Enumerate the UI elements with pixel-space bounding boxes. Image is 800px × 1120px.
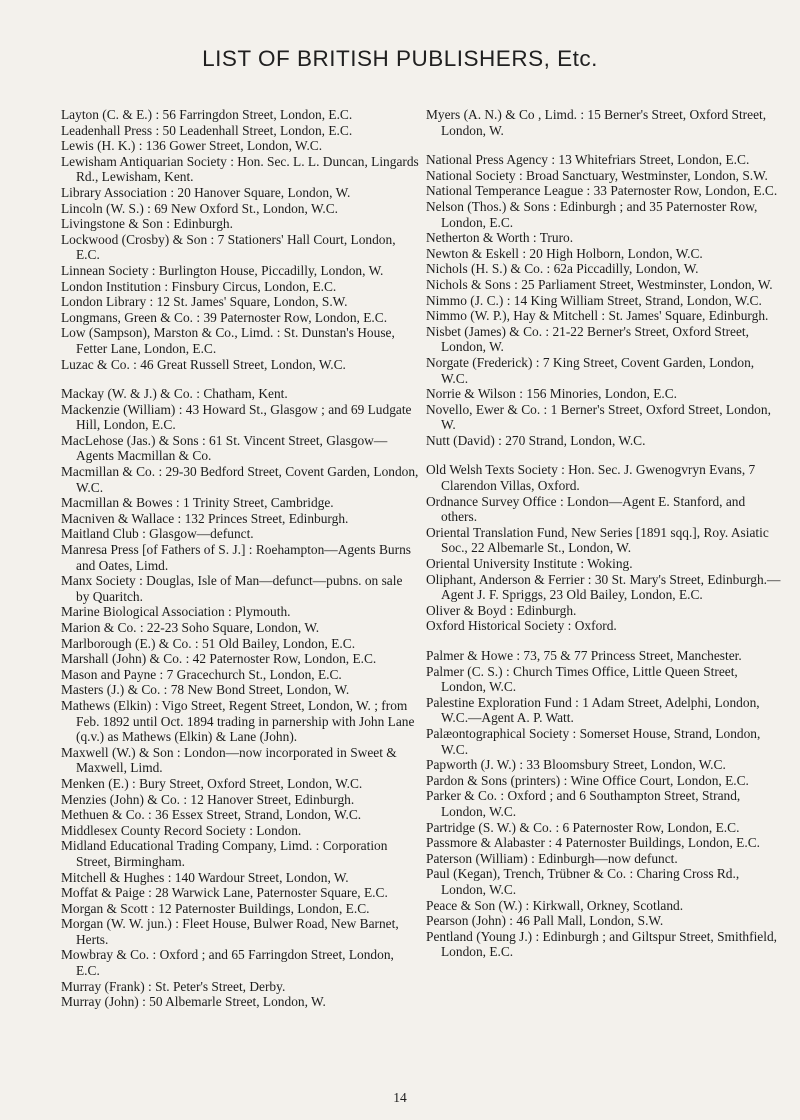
- list-item: Mackenzie (William) : 43 Howard St., Glasgow ; and 69 Ludgate Hill, London, E.C.: [61, 401, 412, 433]
- list-item: Moffat & Paige : 28 Warwick Lane, Paternoster Square, E.C.: [61, 885, 388, 901]
- list-item: Mackay (W. & J.) & Co. : Chatham, Kent.: [61, 386, 288, 402]
- list-item: Marine Biological Association : Plymouth.: [61, 604, 291, 620]
- list-item: Papworth (J. W.) : 33 Bloomsbury Street, London, W.C.: [426, 757, 726, 773]
- list-item: Nisbet (James) & Co. : 21-22 Berner's Street, Oxford Street, London, W.: [426, 323, 749, 355]
- list-item: Netherton & Worth : Truro.: [426, 230, 574, 246]
- list-item: Maxwell (W.) & Son : London—now incorporated in Sweet & Maxwell, Limd.: [61, 744, 397, 776]
- list-item: National Society : Broad Sanctuary, Westminster, London, S.W.: [426, 167, 768, 183]
- list-item: Lewisham Antiquarian Society : Hon. Sec. L. L. Duncan, Lingards Rd., Lewisham, Kent.: [61, 153, 419, 185]
- list-item: Methuen & Co. : 36 Essex Street, Strand, London, W.C.: [61, 807, 362, 823]
- list-item: Oriental Translation Fund, New Series [1891 sqq.], Roy. Asiatic Soc., 22 Albemarle St., London, W.: [426, 524, 769, 556]
- list-item: Mitchell & Hughes : 140 Wardour Street, London, W.: [61, 869, 349, 885]
- list-item: Mathews (Elkin) : Vigo Street, Regent Street, London, W. ; from Feb. 1892 until Oct. 1894 trading in parnership with John Lane (q.v.) as Mathews (Elkin) & Lane (John).: [61, 697, 415, 745]
- list-item: Low (Sampson), Marston & Co., Limd. : St. Dunstan's House, Fetter Lane, London, E.C.: [61, 325, 395, 356]
- list-item: Murray (Frank) : St. Peter's Street, Derby.: [61, 978, 286, 994]
- list-item: Lincoln (W. S.) : 69 New Oxford St., London, W.C.: [61, 200, 338, 216]
- list-item: London Institution : Finsbury Circus, London, E.C.: [61, 278, 337, 294]
- list-item: Livingstone & Son : Edinburgh.: [61, 216, 233, 232]
- list-item: Newton & Eskell : 20 High Holborn, London, W.C.: [426, 245, 703, 261]
- left-column: [61, 107, 419, 1010]
- list-item: Myers (A. N.) & Co , Limd. : 15 Berner's Street, Oxford Street, London, W.: [426, 107, 767, 138]
- list-item: Macmillan & Co. : 29-30 Bedford Street, Covent Garden, London, W.C.: [61, 464, 419, 495]
- list-item: Old Welsh Texts Society : Hon. Sec. J. Gwenogvryn Evans, 7 Clarendon Villas, Oxford.: [426, 462, 756, 494]
- list-item: Lockwood (Crosby) & Son : 7 Stationers' Hall Court, London, E.C.: [61, 231, 396, 263]
- list-item: Palestine Exploration Fund : 1 Adam Street, Adelphi, London, W.C.—Agent A. P. Watt.: [426, 694, 760, 726]
- list-item: Nimmo (W. P.), Hay & Mitchell : St. James' Square, Edinburgh.: [426, 308, 769, 324]
- page-title: LIST OF BRITISH PUBLISHERS, Etc.: [202, 46, 598, 71]
- list-item: National Press Agency : 13 Whitefriars Street, London, E.C.: [426, 152, 750, 168]
- list-item: Mowbray & Co. : Oxford ; and 65 Farringdon Street, London, E.C.: [61, 947, 394, 979]
- list-item: Menken (E.) : Bury Street, Oxford Street, London, W.C.: [61, 775, 363, 791]
- list-item: Nutt (David) : 270 Strand, London, W.C.: [426, 432, 646, 448]
- list-item: Novello, Ewer & Co. : 1 Berner's Street, Oxford Street, London, W.: [426, 401, 771, 433]
- right-column: [426, 107, 784, 960]
- list-item: Palmer (C. S.) : Church Times Office, Little Queen Street, London, W.C.: [426, 663, 738, 695]
- list-item: Norrie & Wilson : 156 Minories, London, E.C.: [426, 386, 678, 402]
- list-item: MacLehose (Jas.) & Sons : 61 St. Vincent Street, Glasgow—Agents Macmillan & Co.: [61, 432, 388, 464]
- list-item: Pentland (Young J.) : Edinburgh ; and Giltspur Street, Smithfield, London, E.C.: [426, 928, 777, 960]
- list-item: Macniven & Wallace : 132 Princes Street, Edinburgh.: [61, 510, 349, 526]
- list-item: Nimmo (J. C.) : 14 King William Street, Strand, London, W.C.: [426, 292, 762, 308]
- list-item: Oxford Historical Society : Oxford.: [426, 618, 617, 634]
- list-item: Menzies (John) & Co. : 12 Hanover Street, Edinburgh.: [61, 791, 355, 807]
- list-item: London Library : 12 St. James' Square, London, S.W.: [61, 294, 348, 310]
- list-item: Parker & Co. : Oxford ; and 6 Southampton Street, Strand, London, W.C.: [426, 788, 741, 819]
- list-item: Marshall (John) & Co. : 42 Paternoster Row, London, E.C.: [61, 651, 377, 667]
- list-item: Pearson (John) : 46 Pall Mall, London, S.W.: [426, 913, 664, 929]
- list-item: Marion & Co. : 22-23 Soho Square, London, W.: [61, 620, 320, 635]
- list-item: Morgan & Scott : 12 Paternoster Buildings, London, E.C.: [61, 900, 370, 916]
- list-item: Norgate (Frederick) : 7 King Street, Covent Garden, London, W.C.: [426, 354, 755, 386]
- list-item: Murray (John) : 50 Albemarle Street, London, W.: [61, 994, 326, 1010]
- list-item: Oliver & Boyd : Edinburgh.: [426, 602, 577, 618]
- list-item: Morgan (W. W. jun.) : Fleet House, Bulwer Road, New Barnet, Herts.: [61, 916, 399, 947]
- list-item: Palmer & Howe : 73, 75 & 77 Princess Street, Manchester.: [426, 648, 742, 663]
- list-item: Oriental University Institute : Woking.: [426, 556, 633, 572]
- list-item: Passmore & Alabaster : 4 Paternoster Buildings, London, E.C.: [426, 835, 760, 851]
- list-item: Nichols (H. S.) & Co. : 62a Piccadilly, London, W.: [426, 261, 699, 277]
- list-item: Leadenhall Press : 50 Leadenhall Street, London, E.C.: [61, 122, 353, 138]
- list-item: Mason and Payne : 7 Gracechurch St., London, E.C.: [61, 666, 342, 682]
- list-item: Library Association : 20 Hanover Square, London, W.: [61, 184, 351, 200]
- list-item: Manresa Press [of Fathers of S. J.] : Roehampton—Agents Burns and Oates, Limd.: [61, 542, 411, 573]
- page-number: 14: [393, 1090, 407, 1105]
- list-item: Pardon & Sons (printers) : Wine Office Court, London, E.C.: [426, 772, 749, 788]
- list-item: Macmillan & Bowes : 1 Trinity Street, Cambridge.: [61, 495, 334, 511]
- list-item: Nichols & Sons : 25 Parliament Street, Westminster, London, W.: [426, 276, 773, 292]
- list-item: Manx Society : Douglas, Isle of Man—defunct—pubns. on sale by Quaritch.: [61, 573, 403, 604]
- list-item: Lewis (H. K.) : 136 Gower Street, London, W.C.: [61, 138, 323, 154]
- list-item: Partridge (S. W.) & Co. : 6 Paternoster Row, London, E.C.: [426, 819, 740, 835]
- list-item: Oliphant, Anderson & Ferrier : 30 St. Mary's Street, Edinburgh.—Agent J. F. Spriggs, 23 Old Bailey, London, E.C.: [426, 571, 781, 603]
- list-item: Marlborough (E.) & Co. : 51 Old Bailey, London, E.C.: [61, 635, 356, 651]
- list-item: Masters (J.) & Co. : 78 New Bond Street, London, W.: [61, 682, 350, 698]
- list-item: Maitland Club : Glasgow—defunct.: [61, 526, 254, 542]
- list-item: Nelson (Thos.) & Sons : Edinburgh ; and 35 Paternoster Row, London, E.C.: [426, 198, 758, 230]
- list-item: Palæontographical Society : Somerset House, Strand, London, W.C.: [426, 725, 761, 757]
- list-item: Peace & Son (W.) : Kirkwall, Orkney, Scotland.: [426, 897, 684, 913]
- list-item: National Temperance League : 33 Paternoster Row, London, E.C.: [426, 183, 778, 199]
- list-item: Paul (Kegan), Trench, Trübner & Co. : Charing Cross Rd., London, W.C.: [426, 866, 740, 897]
- list-item: Layton (C. & E.) : 56 Farringdon Street, London, E.C.: [61, 107, 353, 122]
- list-item: Middlesex County Record Society : London.: [61, 822, 302, 838]
- list-item: Luzac & Co. : 46 Great Russell Street, London, W.C.: [61, 356, 346, 372]
- list-item: Paterson (William) : Edinburgh—now defunct.: [426, 850, 678, 866]
- list-item: Midland Educational Trading Company, Limd. : Corporation Street, Birmingham.: [61, 838, 388, 869]
- list-item: Ordnance Survey Office : London—Agent E. Stanford, and others.: [426, 493, 746, 525]
- list-item: Longmans, Green & Co. : 39 Paternoster Row, London, E.C.: [61, 309, 388, 325]
- list-item: Linnean Society : Burlington House, Piccadilly, London, W.: [61, 262, 384, 278]
